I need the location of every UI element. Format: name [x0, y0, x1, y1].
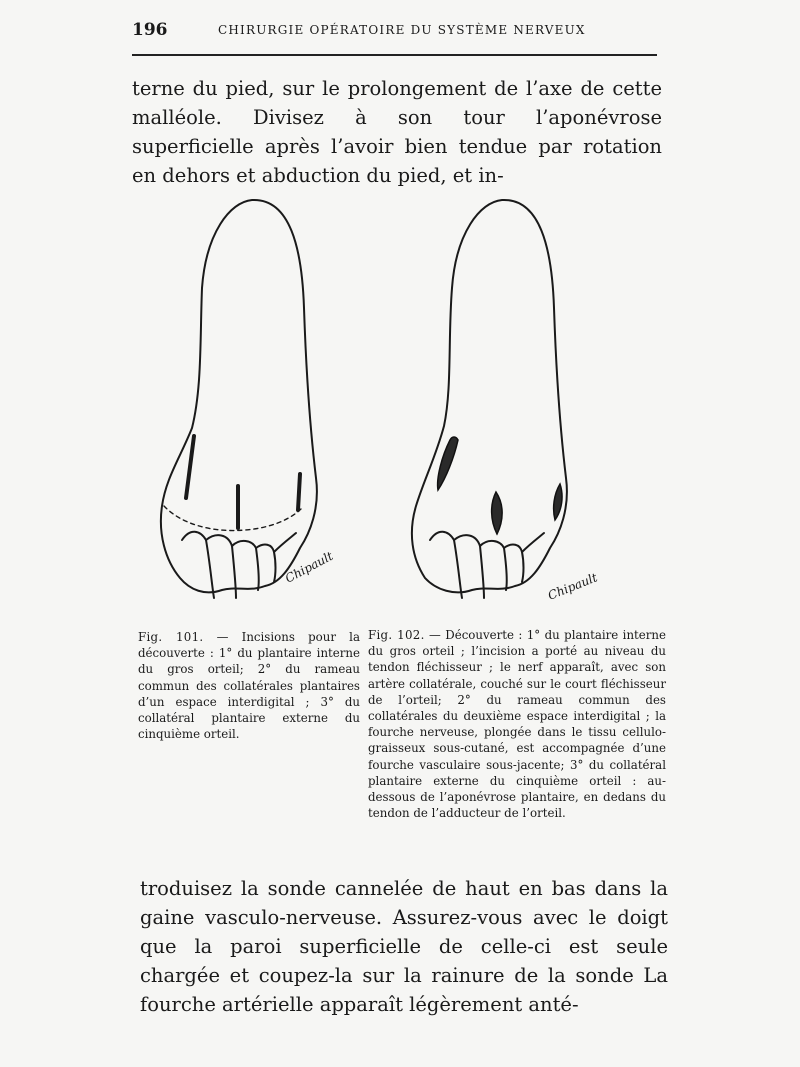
- figure-102-right-foot: [412, 200, 567, 598]
- caption-101-label: Fig. 101.: [138, 630, 204, 644]
- incision-3-opening: [554, 484, 562, 520]
- header-rule: [132, 54, 657, 56]
- running-title: CHIRURGIE OPÉRATOIRE DU SYSTÈME NERVEUX: [218, 23, 586, 37]
- incision-3-mark: [298, 474, 300, 510]
- incision-2-opening: [492, 492, 503, 534]
- incision-1-opening: [438, 437, 458, 490]
- signature-right: Chipault: [545, 570, 600, 603]
- signature-left: Chipault: [282, 548, 336, 586]
- incision-openings: [438, 437, 562, 534]
- caption-fig-102: [368, 627, 666, 821]
- body-text-bottom: troduisez la sonde cannelée de haut en bas dans la gaine vasculo-nerveuse. Assurez-vous avec le doigt que la paroi superficielle de celle-ci est seule chargée et coupez-la sur la rainure de la sonde La fourche artérielle apparaît légèrement anté-: [140, 877, 668, 1016]
- body-text-top: terne du pied, sur le prolongement de l’axe de cette malléole. Divisez à son tour l’aponévrose superficielle après l’avoir bien tendue par rotation en dehors et abduction du pied, et in-: [132, 77, 662, 187]
- caption-fig-101: [138, 629, 360, 742]
- incision-1-mark: [186, 436, 194, 498]
- caption-101-text: — Incisions pour la découverte : 1° du plantaire interne du gros orteil; 2° du rameau commun des collatérales plantaires d’un espace interdigital ; 3° du collatéral plantaire externe du cinquième orteil.: [138, 630, 360, 742]
- caption-102-label: Fig. 102.: [368, 628, 425, 642]
- page-number: 196: [132, 20, 168, 40]
- figure-101-left-foot: [161, 200, 317, 598]
- foot-figures: [140, 188, 620, 618]
- caption-102-text: — Découverte : 1° du plantaire interne du gros orteil ; l’incision a porté au niveau du tendon fléchisseur ; le nerf apparaît, avec son artère collatérale, couché sur le court fléchisseur de l’orteil; 2° du rameau commun des collatérales du deuxième espace interdigital ; la fourche nerveuse, plongée dans le tissu cellulo-graisseux sous-cutané, est accompagnée d’une fourche vasculaire sous-jacente; 3° du collatéral plantaire externe du cinquième orteil : au-dessous de l’aponévrose plantaire, en dedans du tendon de l’adducteur de l’orteil.: [368, 628, 666, 821]
